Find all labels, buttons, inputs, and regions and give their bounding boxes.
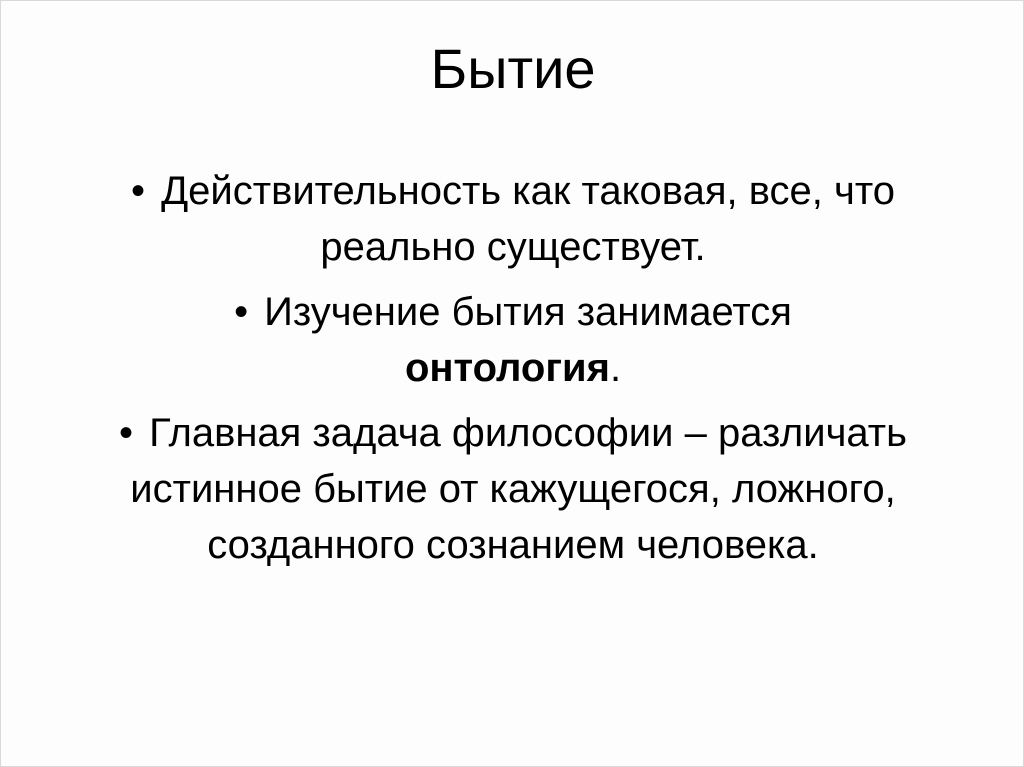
bullet-icon: • bbox=[234, 290, 249, 334]
bullet-icon: • bbox=[119, 411, 134, 455]
bullet-text: Действительность как таковая, все, что реально существует. bbox=[161, 169, 895, 269]
bullet-item-1 bbox=[61, 163, 965, 275]
bullet-list bbox=[61, 163, 965, 582]
bullet-text-end: . bbox=[609, 346, 622, 390]
bullet-text: Изучение бытия занимается bbox=[264, 290, 792, 334]
slide-title: Бытие bbox=[430, 37, 596, 100]
bullet-emphasis-term: онтология bbox=[404, 346, 610, 390]
bullet-item-2 bbox=[61, 284, 965, 396]
bullet-icon: • bbox=[131, 169, 146, 213]
bullet-text: Главная задача философии – различать истинное бытие от кажущегося, ложного, созданного сознанием человека. bbox=[130, 411, 907, 567]
bullet-item-3 bbox=[61, 405, 965, 573]
